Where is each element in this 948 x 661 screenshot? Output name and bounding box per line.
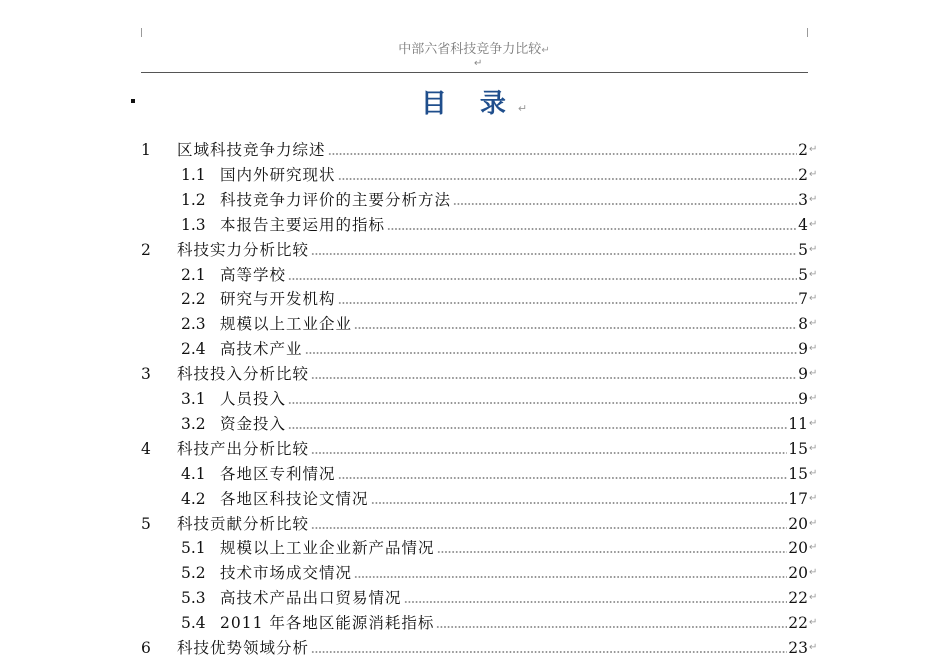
toc-entry[interactable] [181, 260, 819, 285]
toc-entry[interactable] [181, 334, 819, 359]
toc-entry-number: 1.3 [181, 215, 206, 234]
toc-entry-page-number: 7 [798, 290, 808, 309]
toc-entry-number: 3.2 [181, 414, 206, 433]
paragraph-mark-icon: ↵ [809, 567, 818, 579]
toc-entry[interactable] [181, 558, 819, 583]
toc-entry[interactable] [141, 509, 819, 534]
toc-entry-page-number: 2 [798, 165, 808, 184]
toc-entry[interactable] [181, 309, 819, 334]
toc-entry-page-number: 20 [788, 564, 808, 583]
toc-entry-page-number: 22 [788, 614, 808, 633]
toc-entry-number: 2.1 [181, 265, 206, 284]
toc-entry-number: 6 [141, 639, 151, 657]
toc-entry[interactable] [181, 533, 819, 558]
toc-entry-number: 2 [141, 240, 151, 259]
toc-entry-page-number: 4 [798, 215, 808, 234]
toc-entry-title: 科技贡献分析比较 [177, 514, 310, 533]
paragraph-mark-icon: ↵ [809, 642, 818, 653]
paragraph-mark-icon: ↵ [809, 268, 818, 280]
toc-entry[interactable] [181, 160, 819, 185]
toc-dot-leader [338, 302, 798, 304]
toc-dot-leader [437, 551, 788, 553]
paragraph-mark-icon: ↵ [517, 102, 528, 115]
paragraph-mark-icon: ↵ [809, 318, 818, 330]
toc-entry-number: 1.2 [181, 190, 206, 209]
toc-entry-number: 3 [141, 365, 151, 384]
toc-entry-number: 4.2 [181, 489, 206, 508]
paragraph-mark-icon: ↵ [809, 368, 818, 380]
toc-entry-page-number: 15 [788, 464, 808, 483]
toc-entry-page-number: 2 [798, 141, 808, 159]
toc-dot-leader [288, 278, 797, 280]
toc-dot-leader [354, 327, 797, 329]
toc-entry-title: 区域科技竞争力综述 [177, 141, 326, 159]
toc-entry-number: 5.4 [181, 614, 206, 633]
paragraph-mark-icon: ↵ [474, 58, 483, 69]
toc-dot-leader [328, 153, 798, 155]
toc-entry-title: 高等学校 [220, 265, 287, 284]
paragraph-mark-icon: ↵ [809, 442, 818, 454]
toc-entry-title: 本报告主要运用的指标 [220, 215, 386, 234]
toc-dot-leader [338, 477, 788, 479]
paragraph-mark-icon: ↵ [809, 517, 818, 529]
toc-entry-number: 5.1 [181, 539, 206, 558]
toc-entry-title: 研究与开发机构 [220, 290, 336, 309]
toc-entry-number: 5 [141, 514, 151, 533]
toc-entry[interactable] [181, 409, 819, 434]
toc-entry[interactable] [181, 284, 819, 309]
toc-entry-title: 2011 年各地区能源消耗指标 [220, 614, 435, 633]
toc-entry-title: 科技竞争力评价的主要分析方法 [220, 190, 452, 209]
toc-entry-page-number: 3 [798, 190, 808, 209]
toc-dot-leader [404, 601, 788, 603]
toc-entry-title: 科技实力分析比较 [177, 240, 310, 259]
toc-entry-title: 人员投入 [220, 390, 287, 408]
toc-entry-title: 各地区科技论文情况 [220, 489, 369, 508]
toc-entry-title: 各地区专利情况 [220, 464, 336, 483]
toc-heading[interactable] [0, 83, 948, 120]
toc-dot-leader [436, 626, 787, 628]
toc-entry-number: 1.1 [181, 165, 206, 184]
toc-entry-page-number: 11 [788, 414, 808, 433]
toc-entry-number: 2.4 [181, 340, 206, 359]
toc-entry-title: 国内外研究现状 [220, 165, 336, 184]
toc-dot-leader [338, 178, 798, 180]
toc-entry[interactable] [181, 210, 819, 235]
toc-entry-number: 4.1 [181, 464, 206, 483]
toc-entry-page-number: 15 [788, 439, 808, 458]
paragraph-mark-icon: ↵ [809, 542, 818, 554]
toc-entry-number: 5.2 [181, 564, 206, 583]
paragraph-mark-icon: ↵ [809, 592, 818, 604]
running-header-text: 中部六省科技竞争力比较 [398, 42, 542, 57]
toc-dot-leader [311, 253, 797, 255]
toc-entry-title: 资金投入 [220, 414, 287, 433]
toc-entry-page-number: 20 [788, 539, 808, 558]
toc-dot-leader [453, 203, 797, 205]
toc-dot-leader [288, 402, 797, 404]
toc-entry[interactable] [141, 235, 819, 260]
toc-entry-title: 规模以上工业企业新产品情况 [220, 539, 435, 558]
toc-entry[interactable] [181, 583, 819, 608]
toc-entry-title: 科技优势领域分析 [177, 639, 310, 657]
toc-entry-title: 高技术产业 [220, 340, 303, 359]
toc-entry-number: 2.2 [181, 290, 206, 309]
toc-entry[interactable] [181, 384, 819, 409]
running-header[interactable] [0, 38, 948, 57]
paragraph-mark-icon: ↵ [809, 343, 818, 355]
toc-entry[interactable] [181, 459, 819, 484]
toc-entry-page-number: 5 [798, 265, 808, 284]
toc-dot-leader [371, 502, 788, 504]
toc-entry-number: 4 [141, 439, 151, 458]
paragraph-mark-icon: ↵ [541, 45, 550, 56]
toc-entry[interactable] [141, 359, 819, 384]
toc-entry-page-number: 5 [798, 240, 808, 259]
toc-dot-leader [288, 427, 787, 429]
toc-entry[interactable] [141, 434, 819, 459]
toc-entry-number: 1 [141, 141, 151, 159]
toc-entry-page-number: 17 [788, 489, 808, 508]
toc-entry[interactable] [181, 608, 819, 633]
paragraph-mark-icon: ↵ [809, 144, 818, 155]
toc-entry[interactable] [141, 633, 819, 658]
header-corner-mark-left [141, 28, 142, 37]
toc-entry[interactable] [181, 484, 819, 509]
toc-entry-number: 5.3 [181, 589, 206, 608]
paragraph-mark-icon: ↵ [809, 393, 818, 404]
toc-dot-leader [354, 576, 787, 578]
toc-dot-leader [305, 352, 798, 354]
toc-dot-leader [311, 651, 787, 653]
toc-entry-page-number: 9 [798, 340, 808, 359]
paragraph-mark-icon: ↵ [809, 293, 818, 305]
paragraph-mark-icon: ↵ [809, 492, 818, 504]
paragraph-mark-icon: ↵ [809, 218, 818, 230]
header-rule [141, 72, 808, 73]
toc-entry-title: 科技产出分析比较 [177, 439, 310, 458]
toc-entry-title: 技术市场成交情况 [220, 564, 353, 583]
toc-entry-page-number: 9 [798, 390, 808, 408]
toc-heading-text: 目 录 [420, 89, 518, 119]
paragraph-mark-icon: ↵ [809, 168, 818, 180]
toc-entry[interactable] [141, 135, 819, 160]
toc-entry[interactable] [181, 185, 819, 210]
toc-entry-title: 科技投入分析比较 [177, 365, 310, 384]
toc-entry-page-number: 23 [788, 639, 808, 657]
toc-dot-leader [311, 377, 797, 379]
toc-dot-leader [311, 527, 787, 529]
paragraph-mark-icon: ↵ [809, 417, 818, 429]
paragraph-mark-icon: ↵ [809, 193, 818, 205]
paragraph-mark-icon: ↵ [809, 243, 818, 255]
toc-entry-page-number: 22 [788, 589, 808, 608]
paragraph-mark-icon: ↵ [809, 467, 818, 479]
toc-entry-title: 高技术产品出口贸易情况 [220, 589, 402, 608]
toc-entry-page-number: 8 [798, 315, 808, 334]
toc-entry-number: 2.3 [181, 315, 206, 334]
toc-entry-number: 3.1 [181, 390, 206, 408]
toc-entry-page-number: 9 [798, 365, 808, 384]
header-corner-mark-right [807, 28, 808, 37]
toc-entry-title: 规模以上工业企业 [220, 315, 353, 334]
toc-dot-leader [311, 452, 787, 454]
toc-dot-leader [387, 228, 797, 230]
paragraph-mark-icon: ↵ [809, 617, 818, 629]
toc-entry-page-number: 20 [788, 514, 808, 533]
